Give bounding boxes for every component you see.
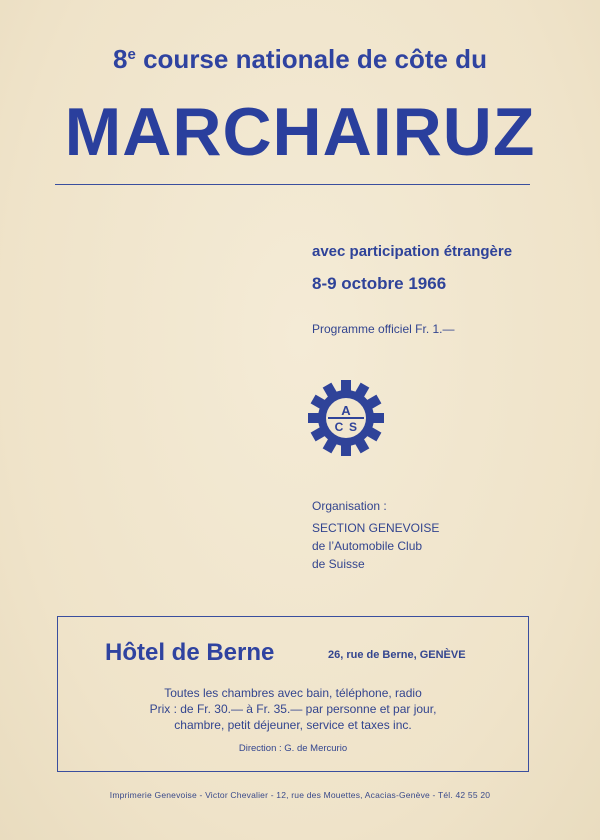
participation-text: avec participation étrangère [312,243,513,260]
logo-letter-a: A [341,403,351,418]
hotel-line: Prix : de Fr. 30.— à Fr. 35.— par personne et par jour, [149,702,437,716]
event-headline [0,44,600,75]
page-title: MARCHAIRUZ [64,94,536,170]
event-dates: 8-9 octobre 1966 [312,274,447,293]
organisation-line: de l’Automobile Club [312,539,423,553]
hotel-name: Hôtel de Berne [105,639,275,666]
printer-imprint: Imprimerie Genevoise - Victor Chevalier - 12, rue des Mouettes, Acacias-Genève - Tél. 42 55 20 [109,790,491,800]
hotel-description [58,685,528,733]
acs-gear-logo [308,380,384,456]
hotel-line: Toutes les chambres avec bain, téléphone, radio [164,686,422,700]
programme-price: Programme officiel Fr. 1.— [312,322,455,336]
logo-letter-c: C [334,420,344,434]
logo-letter-s: S [348,420,358,434]
ordinal-suffix: e [127,46,136,63]
hotel-direction: Direction : G. de Mercurio [238,743,348,754]
divider [55,184,530,185]
ordinal: 8 [113,44,128,74]
organisation-line: SECTION GENEVOISE [312,521,440,535]
event-name: course nationale de côte du [143,44,487,74]
organisation-label: Organisation : [312,499,387,513]
organisation-line: de Suisse [312,557,365,571]
hotel-address: 26, rue de Berne, GENÈVE [328,649,466,661]
hotel-line: chambre, petit déjeuner, service et taxes inc. [174,718,412,732]
organisation-block [312,519,439,573]
hotel-advert [57,616,529,772]
